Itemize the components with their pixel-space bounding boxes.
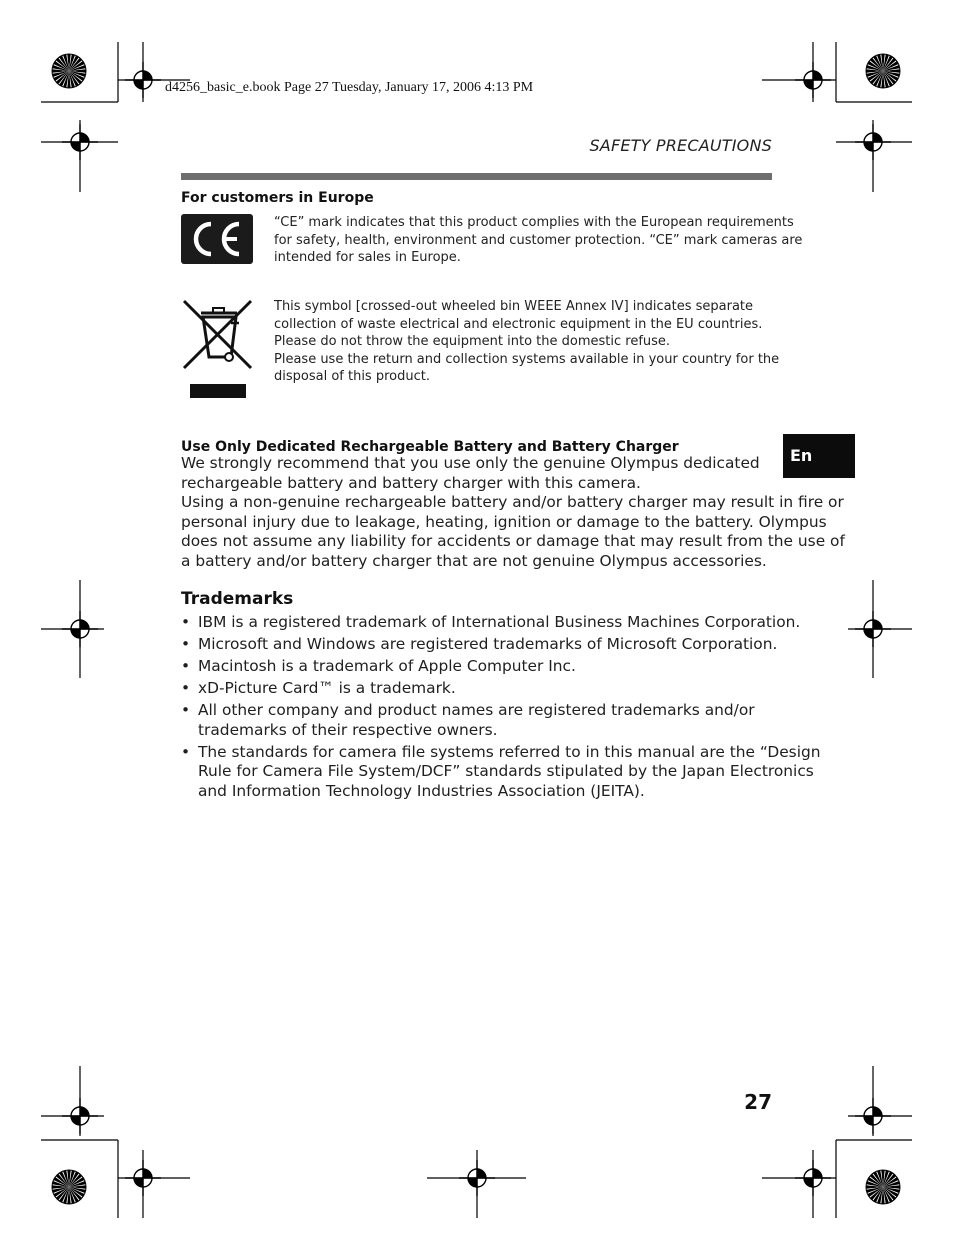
list-item-line: • Macintosh is a trademark of Apple Computer Inc. (198, 656, 576, 675)
list-item-line: Rule for Camera File System/DCF” standards stipulated by the Japan Electronics (198, 762, 814, 781)
ce-mark-icon (181, 214, 253, 264)
list-item-line: • IBM is a registered trademark of International Business Machines Corporation. (198, 613, 801, 631)
crossed-out-bin-icon (181, 297, 255, 401)
list-item-line: • All other company and product names are registered trademarks and/or (198, 700, 755, 719)
list-item (181, 701, 781, 740)
ce-mark-graphic (181, 214, 253, 264)
running-head: SAFETY PRECAUTIONS (589, 136, 772, 155)
battery-line: personal injury due to leakage, heating, ignition or damage to the battery. Olympus (181, 512, 827, 531)
list-item (181, 613, 801, 633)
ce-line: “CE” mark indicates that this product complies with the European requirements (274, 215, 794, 230)
section-rule (181, 173, 772, 180)
trademarks-heading: Trademarks (181, 589, 294, 609)
battery-line: rechargeable battery and battery charger with this camera. (181, 473, 641, 492)
weee-line: This symbol [crossed-out wheeled bin WEEE Annex IV] indicates separate (274, 299, 754, 314)
list-item-line: • Microsoft and Windows are registered trademarks of Microsoft Corporation. (198, 634, 778, 653)
ce-line: for safety, health, environment and customer protection. “CE” mark cameras are (274, 232, 803, 248)
ce-description (274, 214, 803, 267)
europe-heading: For customers in Europe (181, 190, 374, 206)
list-item (181, 635, 781, 655)
list-item-line: and Information Technology Industries Association (JEITA). (198, 781, 645, 800)
list-item (181, 679, 781, 699)
battery-line: a battery and/or battery charger that are not genuine Olympus accessories. (181, 551, 767, 570)
list-item-line: trademarks of their respective owners. (198, 720, 498, 739)
language-tab: En (783, 434, 855, 478)
list-item (181, 742, 821, 802)
battery-line: does not assume any liability for accidents or damage that may result from the use of (181, 532, 845, 551)
weee-bin-icon (181, 297, 255, 401)
list-item-line: • xD-Picture Card™ is a trademark. (198, 678, 456, 697)
ce-line: intended for sales in Europe. (274, 250, 461, 266)
list-item (181, 657, 781, 677)
weee-description (274, 298, 780, 386)
weee-line: collection of waste electrical and electronic equipment in the EU countries. (274, 316, 763, 332)
battery-body (181, 454, 845, 572)
weee-line: disposal of this product. (274, 369, 430, 385)
battery-line: Using a non-genuine rechargeable battery and/or battery charger may result in fire or (181, 493, 844, 512)
trademarks-list (181, 613, 821, 804)
list-item-line: • The standards for camera file systems referred to in this manual are the “Design (198, 742, 821, 761)
print-info-line: d4256_basic_e.book Page 27 Tuesday, January 17, 2006 4:13 PM (165, 80, 534, 95)
page-number: 27 (744, 1090, 772, 1114)
battery-heading: Use Only Dedicated Rechargeable Battery and Battery Charger (181, 439, 679, 455)
battery-line: We strongly recommend that you use only the genuine Olympus dedicated (181, 454, 760, 472)
weee-line: Please do not throw the equipment into the domestic refuse. (274, 334, 671, 350)
weee-line: Please use the return and collection systems available in your country for the (274, 351, 780, 367)
